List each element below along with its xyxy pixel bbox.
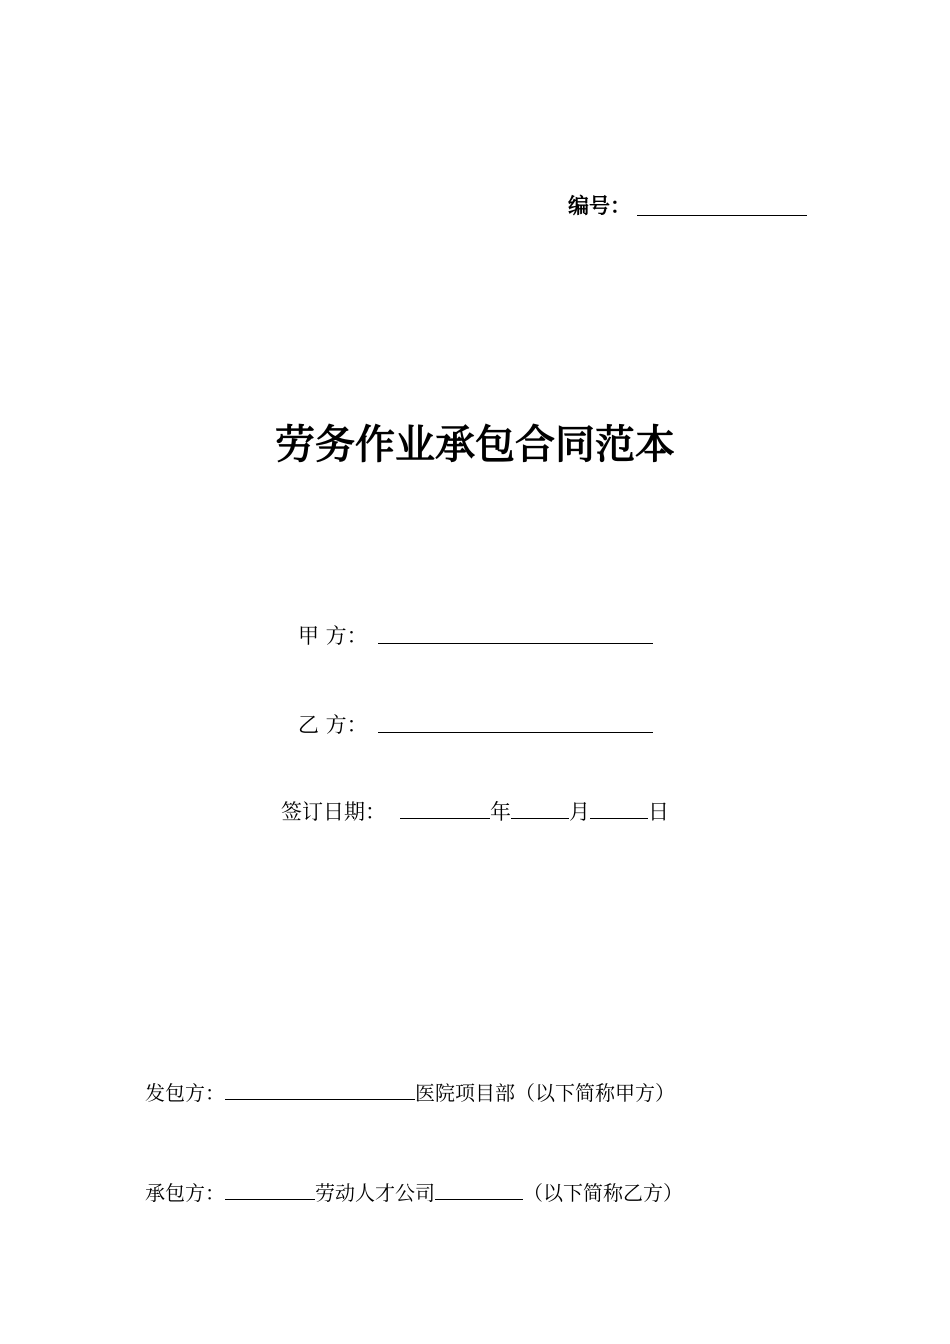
signing-date-row xyxy=(281,796,669,826)
contractor-name: 劳动人才公司 xyxy=(315,1181,435,1205)
party-b-label: 乙 方： xyxy=(298,713,368,737)
party-a-label: 甲 方： xyxy=(298,624,368,648)
issuer-label: 发包方： xyxy=(145,1081,225,1105)
day-suffix: 日 xyxy=(648,800,669,824)
contractor-suffix: （以下简称乙方） xyxy=(523,1181,683,1205)
month-suffix: 月 xyxy=(569,800,590,824)
signing-month-blank[interactable] xyxy=(511,798,569,819)
document-title: 劳务作业承包合同范本 xyxy=(275,422,675,468)
document-number-label: 编号： xyxy=(568,194,631,218)
signing-date-label: 签订日期： xyxy=(281,800,386,824)
issuer-blank[interactable] xyxy=(225,1081,415,1100)
party-b-blank[interactable] xyxy=(378,732,653,733)
issuer-row xyxy=(145,1077,675,1106)
contractor-label: 承包方： xyxy=(145,1181,225,1205)
contractor-blank-after[interactable] xyxy=(435,1181,523,1200)
signing-day-blank[interactable] xyxy=(590,798,648,819)
issuer-name: 医院项目部（以下简称甲方） xyxy=(415,1081,675,1105)
party-a-blank[interactable] xyxy=(378,643,653,644)
signing-year-blank[interactable] xyxy=(400,798,490,819)
contractor-blank-before[interactable] xyxy=(225,1181,315,1200)
year-suffix: 年 xyxy=(490,800,511,824)
contractor-row xyxy=(145,1177,683,1206)
document-number-blank[interactable] xyxy=(637,215,807,216)
